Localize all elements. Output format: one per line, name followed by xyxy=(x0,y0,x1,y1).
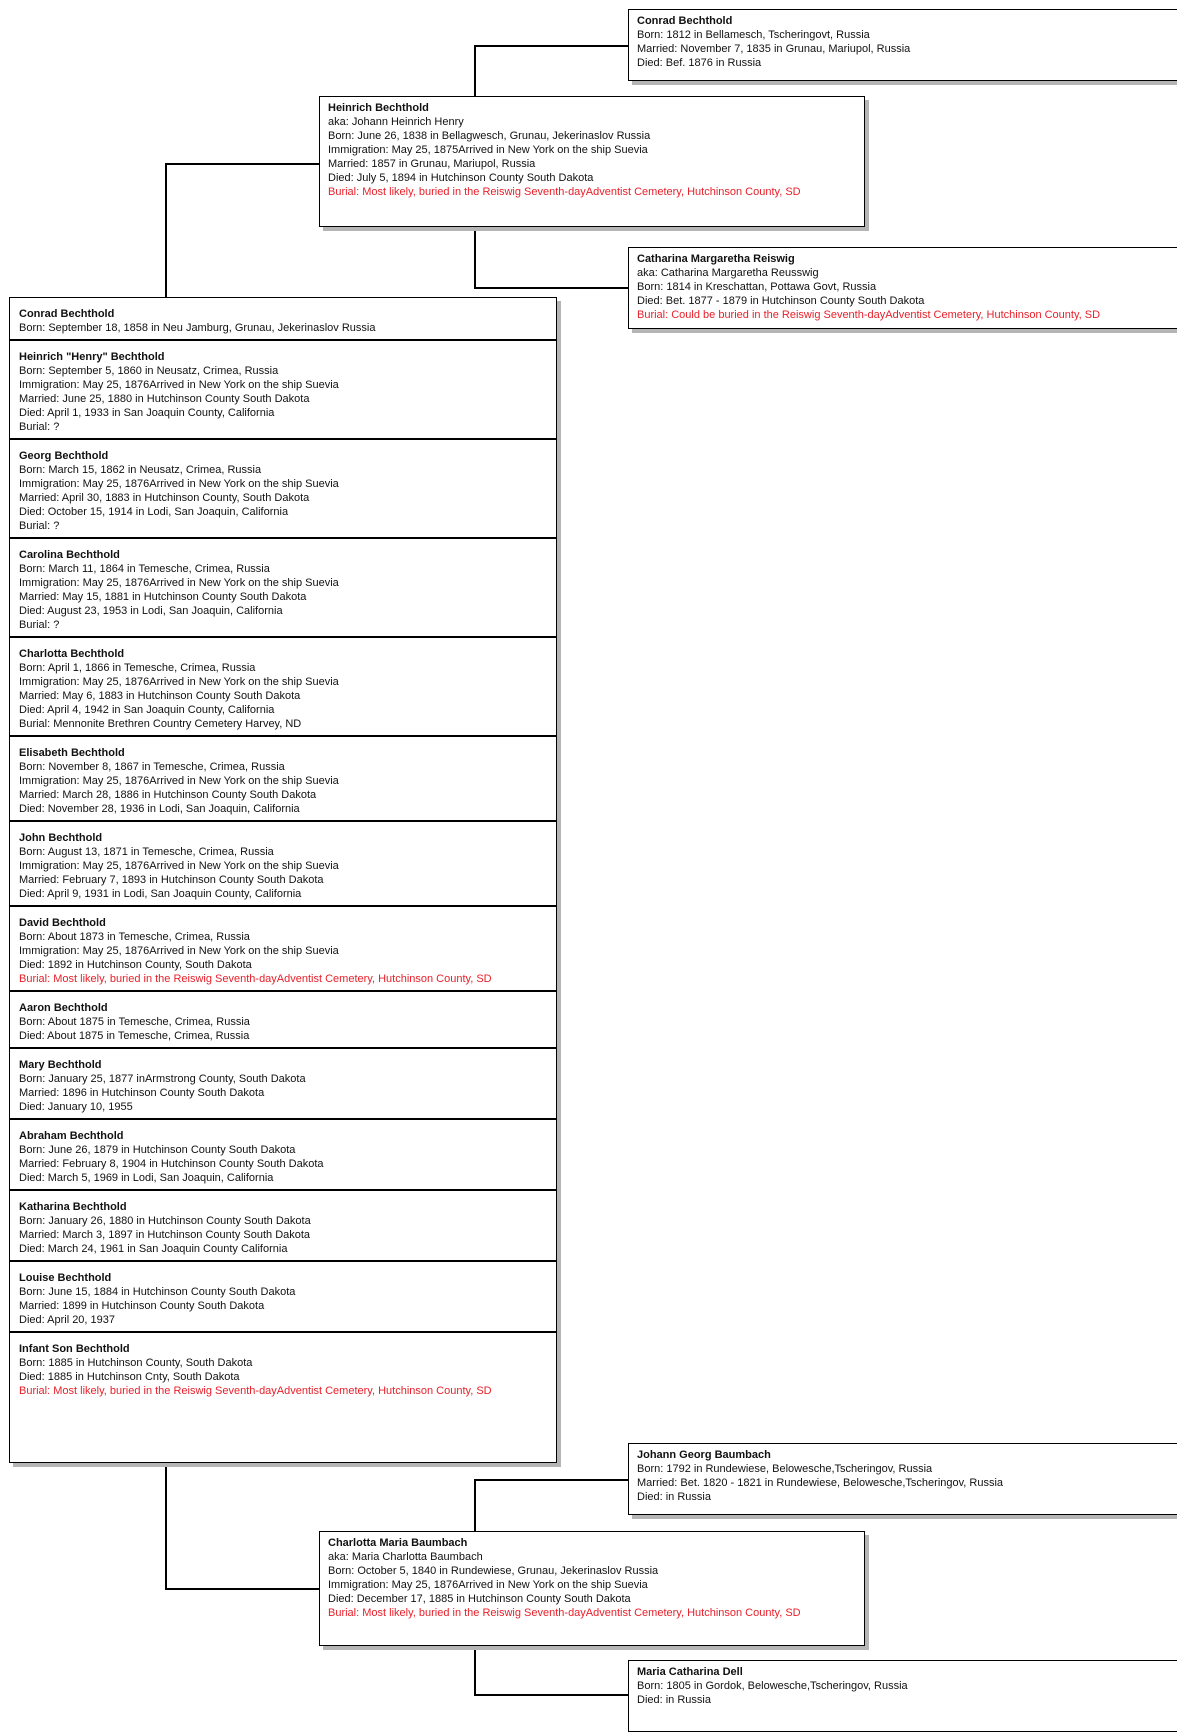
detail-line: Died: in Russia xyxy=(637,1491,711,1503)
detail-line: Born: August 13, 1871 in Temesche, Crimea, Russia xyxy=(19,846,274,858)
children-list xyxy=(9,297,557,1463)
detail-line: Immigration: May 25, 1876Arrived in New York on the ship Suevia xyxy=(328,1579,648,1591)
detail-line: Married: May 6, 1883 in Hutchinson County South Dakota xyxy=(19,690,301,702)
detail-line: Born: 1885 in Hutchinson County, South Dakota xyxy=(19,1357,253,1369)
detail-line: Married: February 8, 1904 in Hutchinson County South Dakota xyxy=(19,1158,324,1170)
detail-line: Died: April 9, 1931 in Lodi, San Joaquin County, California xyxy=(19,888,302,900)
child-entry[interactable] xyxy=(10,992,556,1047)
detail-line: Died: October 15, 1914 in Lodi, San Joaquin, California xyxy=(19,506,289,518)
detail-line: Born: September 5, 1860 in Neusatz, Crimea, Russia xyxy=(19,365,279,377)
detail-line: Died: July 5, 1894 in Hutchinson County South Dakota xyxy=(328,172,594,184)
connector-line xyxy=(474,45,476,96)
detail-line: Died: Bet. 1877 - 1879 in Hutchinson County South Dakota xyxy=(637,295,925,307)
child-entry[interactable] xyxy=(10,1262,556,1331)
detail-line: Born: January 25, 1877 inArmstrong County, South Dakota xyxy=(19,1073,306,1085)
person-name: Abraham Bechthold xyxy=(19,1130,124,1142)
connector-line xyxy=(474,227,476,287)
person-name: Johann Georg Baumbach xyxy=(637,1449,771,1461)
person-card-maternal-grandmother[interactable] xyxy=(628,1660,1177,1732)
detail-line: Died: December 17, 1885 in Hutchinson County South Dakota xyxy=(328,1593,631,1605)
detail-line: Burial: Mennonite Brethren Country Cemetery Harvey, ND xyxy=(19,718,302,730)
detail-line: Immigration: May 25, 1875Arrived in New York on the ship Suevia xyxy=(328,144,648,156)
child-entry[interactable] xyxy=(10,440,556,537)
detail-line: aka: Catharina Margaretha Reusswig xyxy=(637,267,819,279)
detail-line: Died: in Russia xyxy=(637,1694,711,1706)
connector-line xyxy=(474,287,628,289)
connector-line xyxy=(474,1479,628,1481)
person-name: Heinrich Bechthold xyxy=(328,102,429,114)
detail-line: Married: March 3, 1897 in Hutchinson County South Dakota xyxy=(19,1229,311,1241)
detail-line: Married: March 28, 1886 in Hutchinson County South Dakota xyxy=(19,789,317,801)
person-name: David Bechthold xyxy=(19,917,106,929)
person-name: Louise Bechthold xyxy=(19,1272,112,1284)
connector-line xyxy=(165,163,167,297)
detail-line: Born: March 11, 1864 in Temesche, Crimea, Russia xyxy=(19,563,270,575)
detail-line: Married: 1899 in Hutchinson County South Dakota xyxy=(19,1300,265,1312)
detail-line: Born: June 26, 1838 in Bellagwesch, Grunau, Jekerinaslov Russia xyxy=(328,130,651,142)
detail-line: aka: Johann Heinrich Henry xyxy=(328,116,464,128)
detail-line: Born: September 18, 1858 in Neu Jamburg, Grunau, Jekerinaslov Russia xyxy=(19,322,376,334)
detail-line: Died: November 28, 1936 in Lodi, San Joaquin, California xyxy=(19,803,300,815)
detail-line: Died: About 1875 in Temesche, Crimea, Russia xyxy=(19,1030,250,1042)
detail-line: Immigration: May 25, 1876Arrived in New York on the ship Suevia xyxy=(19,379,339,391)
detail-line: Married: June 25, 1880 in Hutchinson County South Dakota xyxy=(19,393,310,405)
detail-line: Immigration: May 25, 1876Arrived in New York on the ship Suevia xyxy=(19,945,339,957)
detail-line: Born: November 8, 1867 in Temesche, Crimea, Russia xyxy=(19,761,285,773)
connector-line xyxy=(165,1588,319,1590)
child-entry[interactable] xyxy=(10,638,556,735)
person-name: Aaron Bechthold xyxy=(19,1002,108,1014)
connector-line xyxy=(474,1642,476,1694)
child-entry[interactable] xyxy=(10,539,556,636)
detail-line: Married: Bet. 1820 - 1821 in Rundewiese, Belowesche,Tscheringov, Russia xyxy=(637,1477,1004,1489)
detail-line: Died: March 5, 1969 in Lodi, San Joaquin, California xyxy=(19,1172,274,1184)
detail-line: Married: May 15, 1881 in Hutchinson County South Dakota xyxy=(19,591,307,603)
detail-line: Born: 1792 in Rundewiese, Belowesche,Tscheringov, Russia xyxy=(637,1463,933,1475)
detail-line: Died: March 24, 1961 in San Joaquin County California xyxy=(19,1243,288,1255)
person-card-mother[interactable] xyxy=(319,1531,865,1646)
child-entry[interactable] xyxy=(10,1120,556,1189)
connector-line xyxy=(165,1464,167,1588)
detail-line: Born: January 26, 1880 in Hutchinson County South Dakota xyxy=(19,1215,311,1227)
detail-line: Born: April 1, 1866 in Temesche, Crimea, Russia xyxy=(19,662,256,674)
detail-line: aka: Maria Charlotta Baumbach xyxy=(328,1551,483,1563)
detail-line: Married: 1857 in Grunau, Mariupol, Russia xyxy=(328,158,536,170)
detail-line: Immigration: May 25, 1876Arrived in New York on the ship Suevia xyxy=(19,676,339,688)
person-name: Elisabeth Bechthold xyxy=(19,747,125,759)
person-card-paternal-grandfather[interactable] xyxy=(628,9,1177,81)
child-entry[interactable] xyxy=(10,341,556,438)
person-name: Katharina Bechthold xyxy=(19,1201,127,1213)
detail-line: Died: 1892 in Hutchinson County, South Dakota xyxy=(19,959,252,971)
detail-line: Immigration: May 25, 1876Arrived in New York on the ship Suevia xyxy=(19,478,339,490)
burial-line: Burial: Most likely, buried in the Reiswig Seventh-dayAdventist Cemetery, Hutchinson County, SD xyxy=(328,1607,801,1619)
detail-line: Burial: ? xyxy=(19,619,60,631)
detail-line: Immigration: May 25, 1876Arrived in New York on the ship Suevia xyxy=(19,775,339,787)
person-name: Maria Catharina Dell xyxy=(637,1666,743,1678)
detail-line: Married: 1896 in Hutchinson County South Dakota xyxy=(19,1087,265,1099)
detail-line: Born: 1814 in Kreschattan, Pottawa Govt, Russia xyxy=(637,281,877,293)
detail-line: Died: August 23, 1953 in Lodi, San Joaquin, California xyxy=(19,605,283,617)
detail-line: Married: November 7, 1835 in Grunau, Mariupol, Russia xyxy=(637,43,911,55)
person-name: Charlotta Maria Baumbach xyxy=(328,1537,468,1549)
person-name: Catharina Margaretha Reiswig xyxy=(637,253,795,265)
detail-line: Born: About 1875 in Temesche, Crimea, Russia xyxy=(19,1016,250,1028)
person-name: John Bechthold xyxy=(19,832,103,844)
person-card-paternal-grandmother[interactable] xyxy=(628,247,1177,329)
detail-line: Born: About 1873 in Temesche, Crimea, Russia xyxy=(19,931,250,943)
person-name: Conrad Bechthold xyxy=(19,308,115,320)
detail-line: Immigration: May 25, 1876Arrived in New York on the ship Suevia xyxy=(19,860,339,872)
detail-line: Born: June 26, 1879 in Hutchinson County South Dakota xyxy=(19,1144,296,1156)
child-entry[interactable] xyxy=(10,822,556,905)
child-entry[interactable] xyxy=(10,907,556,990)
detail-line: Born: 1805 in Gordok, Belowesche,Tscheringov, Russia xyxy=(637,1680,908,1692)
person-card-father[interactable] xyxy=(319,96,865,227)
person-card-maternal-grandfather[interactable] xyxy=(628,1443,1177,1515)
person-name: Georg Bechthold xyxy=(19,450,109,462)
detail-line: Died: April 1, 1933 in San Joaquin County, California xyxy=(19,407,275,419)
child-entry[interactable] xyxy=(10,1191,556,1260)
detail-line: Born: 1812 in Bellamesch, Tscheringovt, Russia xyxy=(637,29,870,41)
child-entry[interactable] xyxy=(10,1049,556,1118)
detail-line: Born: October 5, 1840 in Rundewiese, Grunau, Jekerinaslov Russia xyxy=(328,1565,659,1577)
detail-line: Burial: ? xyxy=(19,421,60,433)
person-name: Charlotta Bechthold xyxy=(19,648,125,660)
connector-line xyxy=(474,45,628,47)
burial-line: Burial: Most likely, buried in the Reiswig Seventh-dayAdventist Cemetery, Hutchinson County, SD xyxy=(19,1385,492,1397)
person-name: Heinrich "Henry" Bechthold xyxy=(19,351,165,363)
detail-line: Burial: ? xyxy=(19,520,60,532)
burial-line: Burial: Could be buried in the Reiswig Seventh-dayAdventist Cemetery, Hutchinson County, SD xyxy=(637,309,1101,321)
person-name: Conrad Bechthold xyxy=(637,15,733,27)
person-name: Mary Bechthold xyxy=(19,1059,102,1071)
detail-line: Died: April 20, 1937 xyxy=(19,1314,116,1326)
child-entry[interactable] xyxy=(10,298,556,339)
burial-line: Burial: Most likely, buried in the Reiswig Seventh-dayAdventist Cemetery, Hutchinson County, SD xyxy=(19,973,492,985)
person-name: Carolina Bechthold xyxy=(19,549,120,561)
detail-line: Died: January 10, 1955 xyxy=(19,1101,133,1113)
connector-line xyxy=(474,1694,628,1696)
child-entry[interactable] xyxy=(10,1333,556,1402)
detail-line: Immigration: May 25, 1876Arrived in New York on the ship Suevia xyxy=(19,577,339,589)
detail-line: Died: April 4, 1942 in San Joaquin County, California xyxy=(19,704,275,716)
person-name: Infant Son Bechthold xyxy=(19,1343,130,1355)
connector-line xyxy=(165,163,319,165)
detail-line: Born: March 15, 1862 in Neusatz, Crimea, Russia xyxy=(19,464,262,476)
detail-line: Married: April 30, 1883 in Hutchinson County, South Dakota xyxy=(19,492,310,504)
detail-line: Died: Bef. 1876 in Russia xyxy=(637,57,762,69)
burial-line: Burial: Most likely, buried in the Reiswig Seventh-dayAdventist Cemetery, Hutchinson County, SD xyxy=(328,186,801,198)
detail-line: Died: 1885 in Hutchinson Cnty, South Dakota xyxy=(19,1371,240,1383)
child-entry[interactable] xyxy=(10,737,556,820)
detail-line: Married: February 7, 1893 in Hutchinson County South Dakota xyxy=(19,874,324,886)
connector-line xyxy=(474,1479,476,1531)
detail-line: Born: June 15, 1884 in Hutchinson County South Dakota xyxy=(19,1286,296,1298)
